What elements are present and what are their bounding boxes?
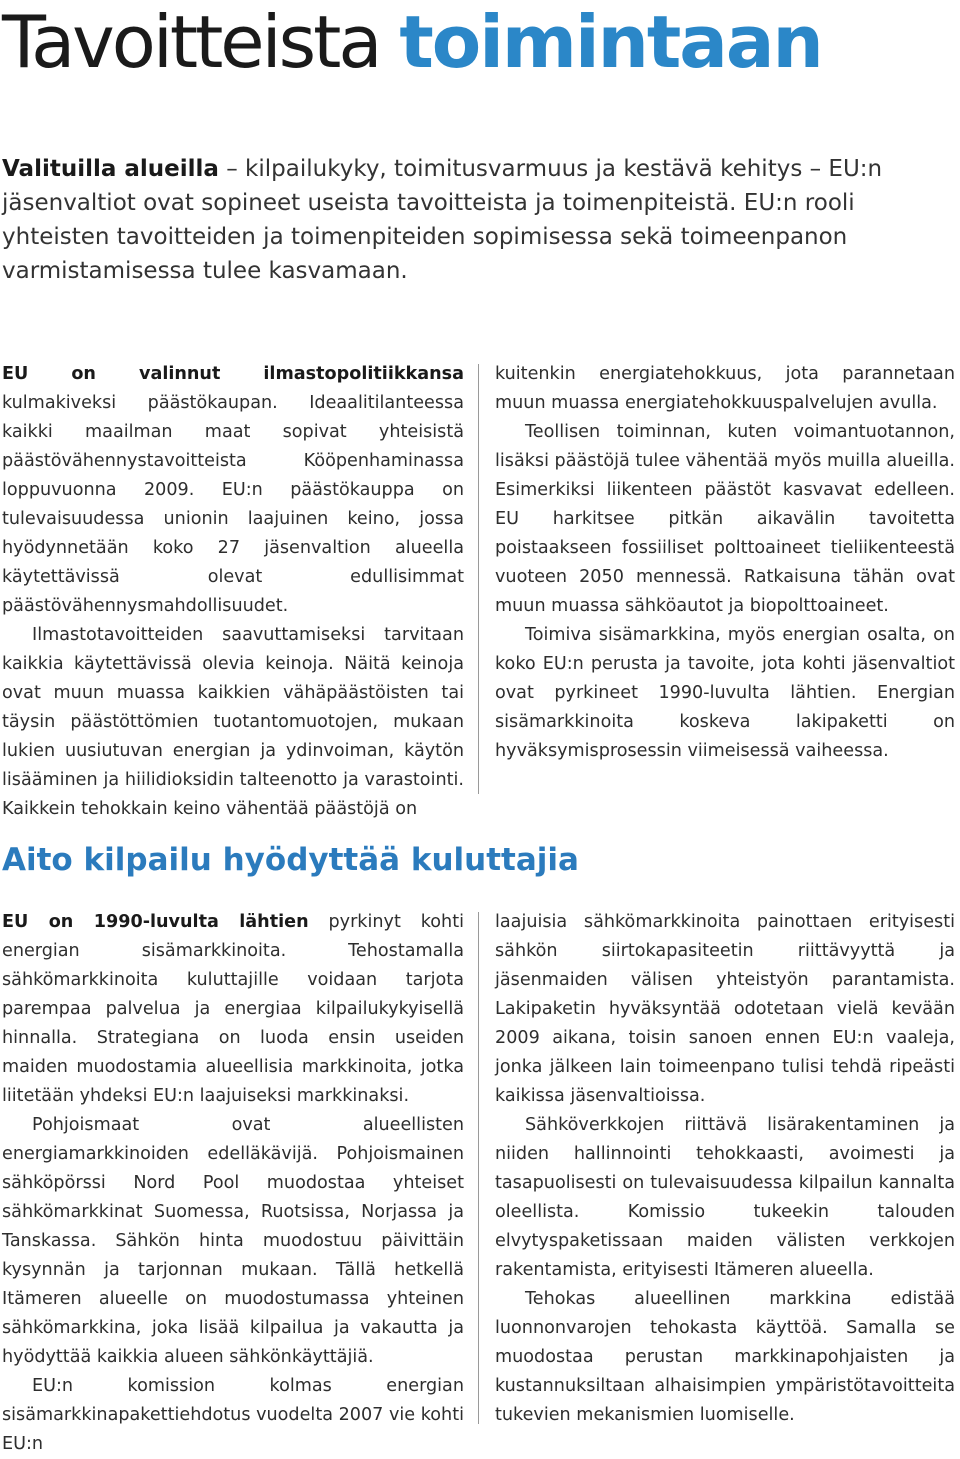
- section2-left-paragraph-3: EU:n komission kolmas energian sisämarkkinapakettiehdotus vuodelta 2007 vie kohti EU:n: [2, 1376, 464, 1454]
- title-part-1: Tavoitteista: [2, 0, 400, 84]
- column-divider: [478, 912, 479, 1424]
- intro-paragraph: [2, 152, 952, 288]
- section2-left-lead: EU on 1990-luvulta lähtien: [2, 912, 309, 932]
- column-divider: [478, 364, 479, 794]
- section1-left-text-1: kulmakiveksi päästökaupan. Ideaalitilanteessa kaikki maailman maat sopivat yhteisistä päästövähennystavoitteista Kööpenhaminassa loppuvuonna 2009. EU:n päästökauppa on tulevaisuudessa unionin laajuinen keino, jossa hyödynnetään koko 27 jäsenvaltion alueella käytettävissä olevat edullisimmat päästövähennysmahdollisuudet.: [2, 393, 464, 616]
- section1-right-paragraph-2: Teollisen toiminnan, kuten voimantuotannon, lisäksi päästöjä tulee vähentää myös muilla alueilla. Esimerkiksi liikenteen päästöt kasvavat edelleen. EU harkitsee pitkän aikavälin tavoitetta poistaakseen fossiiliset polttoaineet tieliikenteestä vuoteen 2050 mennessä. Ratkaisuna tähän ovat muun muassa sähköautot ja biopolttoaineet.: [495, 422, 956, 616]
- section1-left-column: [2, 360, 464, 824]
- section1-left-paragraph-1: [2, 360, 464, 621]
- section1-right-paragraph-1: kuitenkin energiatehokkuus, jota parannetaan muun muassa energiatehokkuuspalvelujen avulla.: [495, 364, 955, 413]
- section-heading: Aito kilpailu hyödyttää kuluttajia: [2, 842, 579, 878]
- intro-text: – kilpailukyky, toimitusvarmuus ja kestävä kehitys – EU:n jäsenvaltiot ovat sopineet useista tavoitteista ja toimenpiteistä. EU:n rooli yhteisten tavoitteiden ja toimenpiteiden sopimisessa sekä toimeenpanon varmistamisessa tulee kasvamaan.: [2, 156, 883, 284]
- section2-left-paragraph-1: [2, 908, 464, 1111]
- section2-left-text-1: pyrkinyt kohti energian sisämarkkinoita. Tehostamalla sähkömarkkinoita kuluttajille voidaan tarjota parempaa palvelua ja energiaa kilpailukykyisellä hinnalla. Strategiana on luoda ensin useiden maiden muodostamia alueellisia markkinoita, jotka liitetään yhdeksi EU:n laajuiseksi markkinaksi.: [2, 912, 464, 1106]
- section1-left-lead: EU on valinnut ilmastopolitiikkansa: [2, 364, 464, 384]
- section2-left-paragraph-2: Pohjoismaat ovat alueellisten energiamarkkinoiden edelläkävijä. Pohjoismainen sähköpörssi Nord Pool muodostaa yhteiset sähkömarkkinat Suomessa, Ruotsissa, Norjassa ja Tanskassa. Sähkön hinta muodostuu päivittäin kysynnän ja tarjonnan mukaan. Tällä hetkellä Itämeren alueelle on muodostumassa yhteinen sähkömarkkina, joka lisää kilpailua ja vakautta ja hyödyttää kaikkia alueen sähkönkäyttäjiä.: [2, 1115, 464, 1367]
- section1-left-paragraph-2: Ilmastotavoitteiden saavuttamiseksi tarvitaan kaikkia käytettävissä olevia keinoja. Näitä keinoja ovat muun muassa kaikkien vähäpäästöisten tai täysin päästöttömien tuotantomuotojen, mukaan lukien uusiutuvan energian ja ydinvoiman, käytön lisääminen ja hiilidioksidin talteenotto ja varastointi. Kaikkein tehokkain keino vähentää päästöjä on: [2, 625, 464, 819]
- intro-lead: Valituilla alueilla: [2, 156, 219, 182]
- section2-right-paragraph-2: Sähköverkkojen riittävä lisärakentaminen ja niiden hallinnointi tehokkaasti, avoimesti ja tasapuolisesti on tulevaisuudessa kilpailun kannalta oleellista. Komissio tukeekin talouden elvytyspaketissaan maiden välisten verkkojen rakentamista, erityisesti Itämeren alueella.: [495, 1115, 955, 1280]
- section1-right-paragraph-3: Toimiva sisämarkkina, myös energian osalta, on koko EU:n perusta ja tavoite, jota kohti jäsenvaltiot ovat pyrkineet 1990-luvulta lähtien. Energian sisämarkkinoita koskeva lakipaketti on hyväksymisprosessin viimeisessä vaiheessa.: [495, 625, 955, 761]
- section2-right-column: [495, 908, 955, 1430]
- title-part-2: toimintaan: [399, 0, 822, 84]
- section2-right-paragraph-3: Tehokas alueellinen markkina edistää luonnonvarojen tehokasta käyttöä. Samalla se muodostaa perustan markkinapohjaisten ja kustannuksiltaan alhaisimpien ympäristötavoitteita tukevien mekanismien luomiselle.: [495, 1289, 955, 1425]
- section1-right-column: [495, 360, 955, 766]
- section2-left-column: [2, 908, 464, 1459]
- section2-right-paragraph-1: laajuisia sähkömarkkinoita painottaen erityisesti sähkön siirtokapasiteetin riittävyyttä ja jäsenmaiden välisen yhteistyön parantamista. Lakipaketin hyväksyntää odotetaan vielä kevään 2009 aikana, toisin sanoen ennen EU:n vaaleja, jonka jälkeen lain toimeenpano tulisi tehdä ripeästi kaikissa jäsenvaltioissa.: [495, 912, 955, 1106]
- page-title: [2, 0, 822, 84]
